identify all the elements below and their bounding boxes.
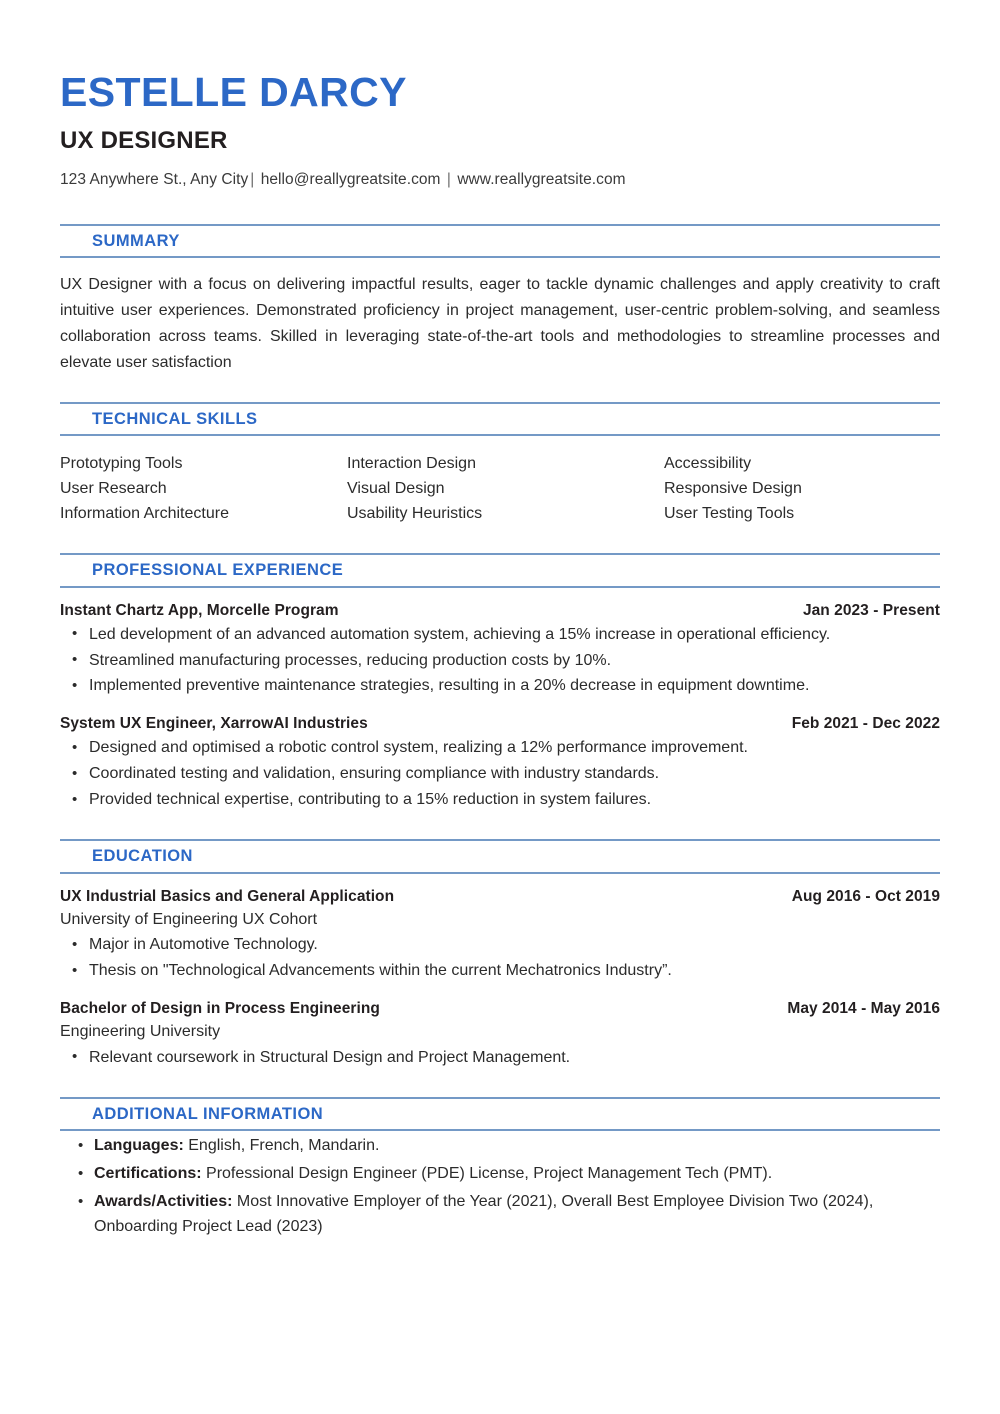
entry-header [60,715,940,733]
bullet-item: • Designed and optimised a robotic control system, realizing a 12% performance improvement. [60,736,940,761]
contact-separator-1: | [250,171,255,188]
entry-title: System UX Engineer, XarrowAI Industries [60,715,368,733]
skill-item: Information Architecture [60,505,229,523]
section-education [60,839,940,1071]
entry-institution: Engineering University [60,1023,221,1041]
bullet-item: • Provided technical expertise, contributing to a 15% reduction in system failures. [60,788,940,813]
bullet-item: • Major in Automotive Technology. [60,933,940,958]
section-header-professional-experience [60,553,940,588]
bullet-item: • Coordinated testing and validation, ensuring compliance with industry standards. [60,762,940,787]
entry-bullets [60,623,940,700]
skills-column-2 [347,452,664,527]
entry-header [60,888,940,906]
skill-item: User Testing Tools [664,505,795,523]
section-professional-experience [60,553,940,813]
info-value: English, French, Mandarin. [183,1137,380,1155]
contact-email[interactable]: hello@reallygreatsite.com [260,171,441,188]
resume-header [60,0,940,190]
info-label: Certifications: [94,1165,202,1183]
entry-title: Instant Chartz App, Morcelle Program [60,601,339,619]
section-additional-information [60,1097,940,1240]
candidate-role: UX DESIGNER [60,127,228,154]
entry-date: Feb 2021 - Dec 2022 [791,715,940,733]
candidate-name: ESTELLE DARCY [60,69,407,115]
entry-header [60,1000,940,1018]
entry-header [60,602,940,620]
spacer [60,190,940,224]
section-title: SUMMARY [92,231,180,250]
section-title: ADDITIONAL INFORMATION [92,1104,324,1123]
info-value: Professional Design Engineer (PDE) License, Project Management Tech (PMT). [201,1165,773,1183]
entry-date: Aug 2016 - Oct 2019 [791,887,940,905]
bullet-item: • Relevant coursework in Structural Design and Project Management. [60,1046,940,1071]
contact-line [60,171,940,190]
additional-info-list [60,1134,940,1240]
skill-item: Accessibility [664,455,752,473]
section-title: TECHNICAL SKILLS [92,409,258,428]
info-label: Languages: [94,1137,184,1155]
experience-entry [60,602,940,700]
spacer [60,376,940,402]
info-value: Most Innovative Employer of the Year (2021), Overall Best Employee Division Two (2024), Onboarding Project Lead (2023) [94,1193,874,1236]
entry-bullets [60,736,940,813]
section-summary [60,224,940,376]
list-item [60,1190,940,1240]
contact-separator-2: | [446,171,451,188]
bullet-item: • Led development of an advanced automation system, achieving a 15% increase in operational efficiency. [60,623,940,648]
entry-institution: University of Engineering UX Cohort [60,910,318,928]
bullet-item: • Thesis on "Technological Advancements within the current Mechatronics Industry”. [60,959,940,984]
bullet-item: • Streamlined manufacturing processes, reducing production costs by 10%. [60,649,940,674]
bullet-item: • Implemented preventive maintenance strategies, resulting in a 20% decrease in equipment downtime. [60,674,940,699]
section-title: PROFESSIONAL EXPERIENCE [92,561,344,580]
skill-item: Interaction Design [347,455,476,473]
entry-bullets [60,933,940,984]
skill-item: Visual Design [347,480,445,498]
section-header-summary [60,224,940,259]
skills-grid [60,452,940,527]
section-header-technical-skills [60,402,940,437]
section-title: EDUCATION [92,847,193,866]
entry-title: UX Industrial Basics and General Application [60,887,395,905]
entry-title: Bachelor of Design in Process Engineering [60,1000,380,1018]
skill-item: Responsive Design [664,480,802,498]
entry-date: May 2014 - May 2016 [787,1000,940,1018]
education-entry [60,1000,940,1071]
spacer [60,813,940,839]
spacer [60,1071,940,1097]
summary-text: UX Designer with a focus on delivering impactful results, eager to tackle dynamic challenges and apply creativity to craft intuitive user experiences. Demonstrated proficiency in project management, user-centric problem-solving, and seamless collaboration across teams. Skilled in leveraging state-of-the-art tools and methodologies to streamline processes and elevate user satisfaction [60,276,940,371]
info-label: Awards/Activities: [94,1193,233,1211]
skill-item: Prototyping Tools [60,455,183,473]
section-header-education [60,839,940,874]
experience-entry [60,715,940,813]
section-header-additional-information [60,1097,940,1132]
skill-item: User Research [60,480,167,498]
entry-bullets [60,1046,940,1071]
education-entry [60,888,940,985]
section-technical-skills [60,402,940,527]
skill-item: Usability Heuristics [347,505,483,523]
entry-date: Jan 2023 - Present [802,601,940,619]
list-item [60,1162,940,1187]
spacer [60,527,940,553]
contact-address: 123 Anywhere St., Any City [60,171,249,188]
skills-column-1 [60,452,347,527]
skills-column-3 [664,452,940,527]
list-item [60,1134,940,1159]
contact-website[interactable]: www.reallygreatsite.com [457,171,626,188]
